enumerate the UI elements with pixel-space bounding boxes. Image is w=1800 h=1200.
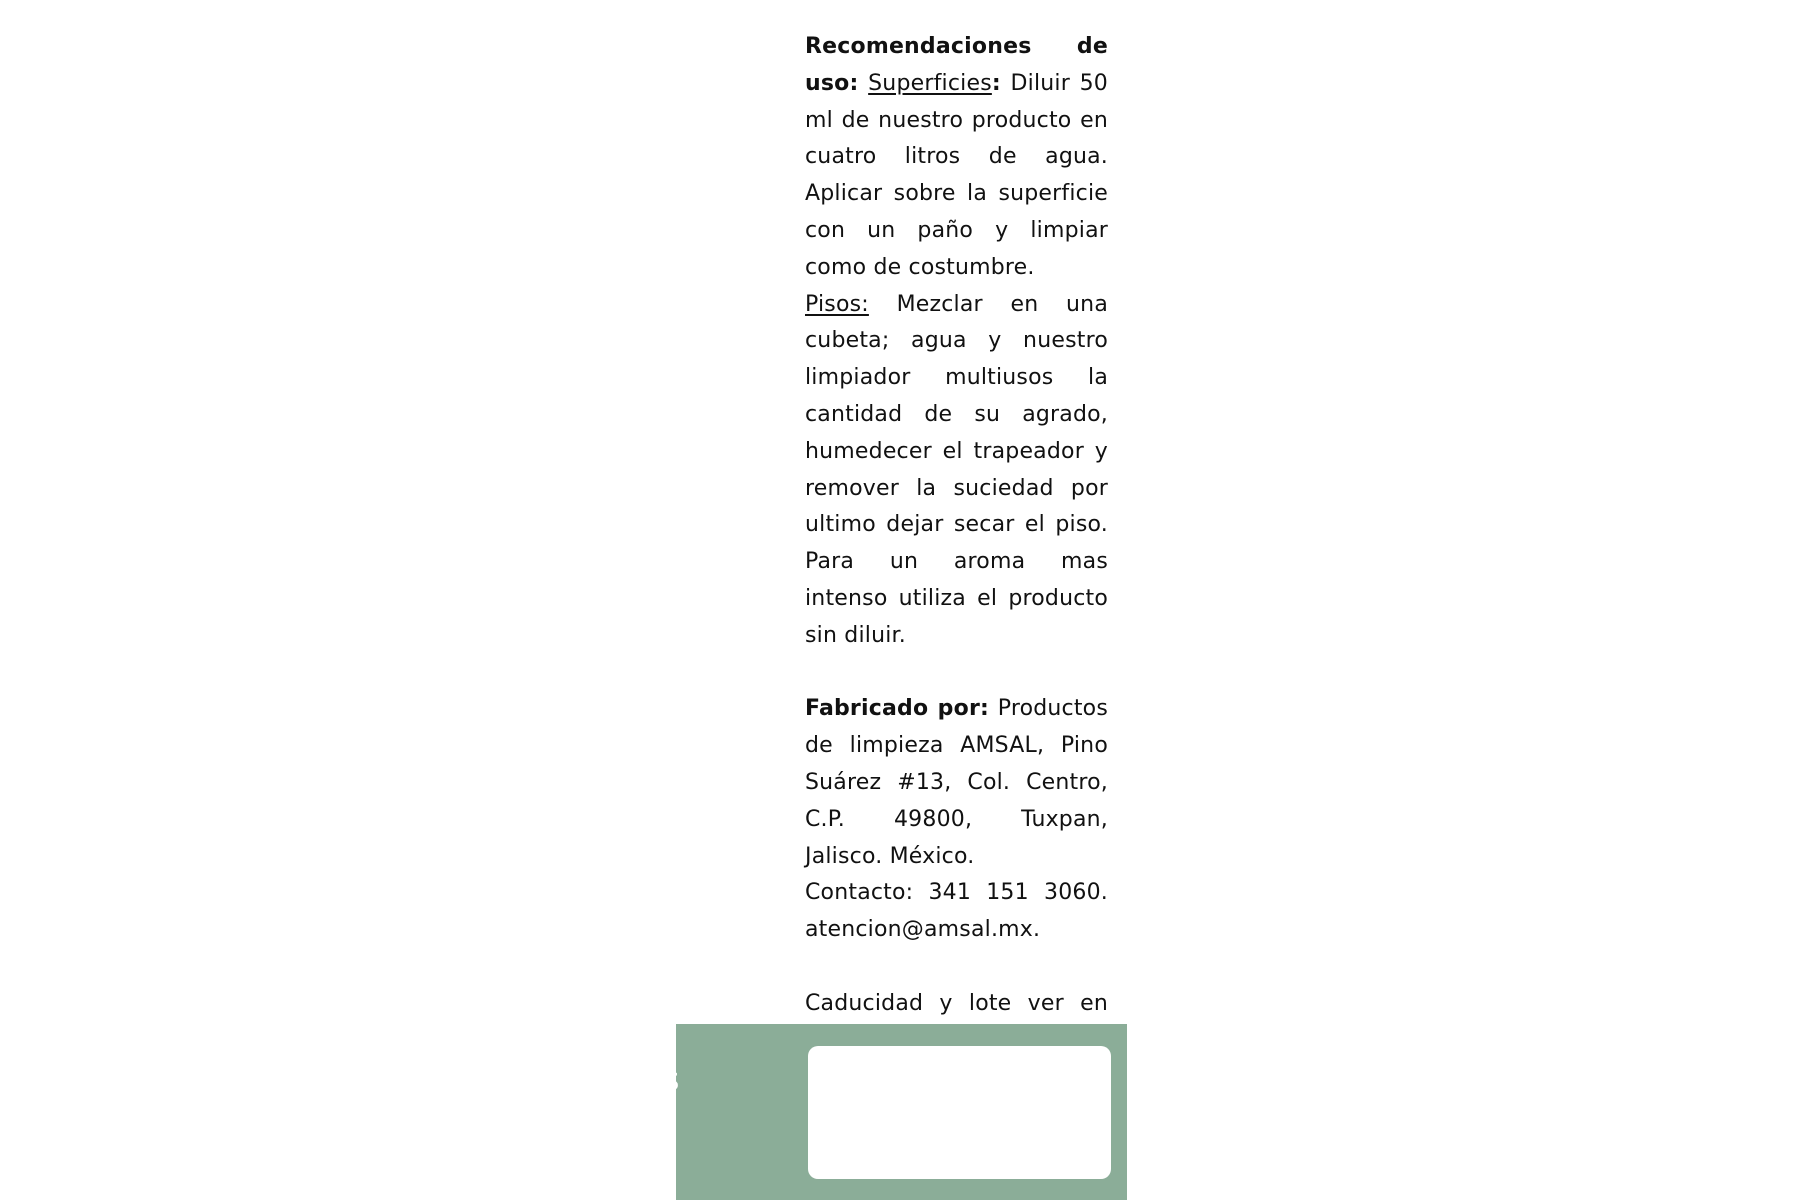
footer-white-card bbox=[808, 1046, 1111, 1179]
surfaces-instructions: Diluir 50 ml de nuestro producto en cuatro litros de agua. Aplicar sobre la superficie con un paño y limpiar como de costumbre. bbox=[805, 70, 1109, 280]
spacer bbox=[805, 949, 1108, 986]
manufacturer-label: Fabricado por: bbox=[805, 696, 989, 722]
label-text-column bbox=[805, 29, 1108, 1059]
expiry-lot-note: Caducidad y lote ver en bbox=[805, 990, 1108, 1016]
manufacturer-paragraph bbox=[805, 691, 1108, 875]
usage-heading: Recomendaciones de uso: bbox=[805, 34, 1108, 96]
surfaces-colon: : bbox=[991, 70, 1001, 96]
surfaces-label: Superficies bbox=[868, 70, 992, 96]
footer-partial-heading: es bbox=[642, 1060, 681, 1098]
spacer bbox=[805, 655, 1108, 692]
usage-recommendations bbox=[805, 29, 1108, 287]
contact-info: Contacto: 341 151 3060. atencion@amsal.mx. bbox=[805, 880, 1108, 943]
floors-label: Pisos: bbox=[805, 291, 869, 317]
manufacturer-address: Productos de limpieza AMSAL, Pino Suárez #13, Col. Centro, C.P. 49800, Tuxpan, Jalisco. México. bbox=[805, 696, 1108, 869]
floors-paragraph bbox=[805, 287, 1108, 655]
floors-instructions: Mezclar en una cubeta; agua y nuestro limpiador multiusos la cantidad de su agrado, humedecer el trapeador y remover la suciedad por ultimo dejar secar el piso. Para un aroma mas intenso utiliza el producto sin diluir. bbox=[805, 291, 1108, 648]
